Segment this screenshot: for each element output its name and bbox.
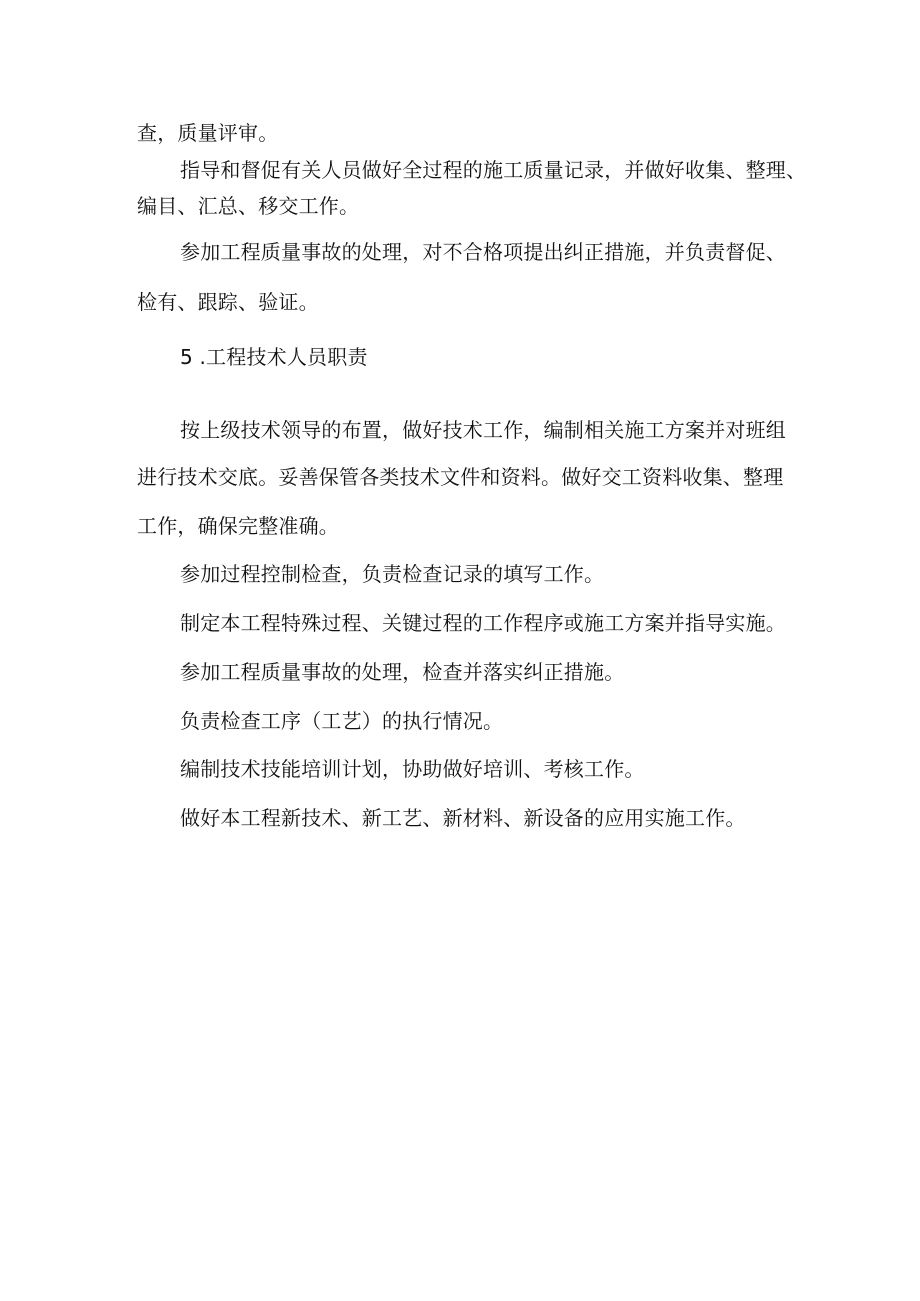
text-line: 做好本工程新技术、新工艺、新材料、新设备的应用实施工作。 (180, 806, 746, 830)
text-line: 指导和督促有关人员做好全过程的施工质量记录，并做好收集、整理、 (180, 158, 807, 182)
text-line: 参加过程控制检查，负责检查记录的填写工作。 (180, 562, 605, 586)
text-line: 编目、汇总、移交工作。 (137, 194, 360, 218)
text-line: 制定本工程特殊过程、关键过程的工作程序或施工方案并指导实施。 (180, 611, 786, 635)
text-line: 工作，确保完整准确。 (137, 514, 339, 538)
text-line: 编制技术技能培训计划，协助做好培训、考核工作。 (180, 757, 645, 781)
text-line: 按上级技术领导的布置，做好技术工作，编制相关施工方案并对班组 (180, 418, 786, 442)
text-line: 负责检查工序（工艺）的执行情况。 (180, 709, 504, 733)
section-heading: 5 .工程技术人员职责 (180, 345, 368, 369)
text-line: 进行技术交底。妥善保管各类技术文件和资料。做好交工资料收集、整理 (137, 465, 784, 489)
text-line: 检有、跟踪、验证。 (137, 290, 319, 314)
text-line: 参加工程质量事故的处理，检查并落实纠正措施。 (180, 660, 625, 684)
text-line: 查，质量评审。 (137, 121, 279, 145)
text-line: 参加工程质量事故的处理，对不合格项提出纠正措施，并负责督促、 (180, 240, 786, 264)
